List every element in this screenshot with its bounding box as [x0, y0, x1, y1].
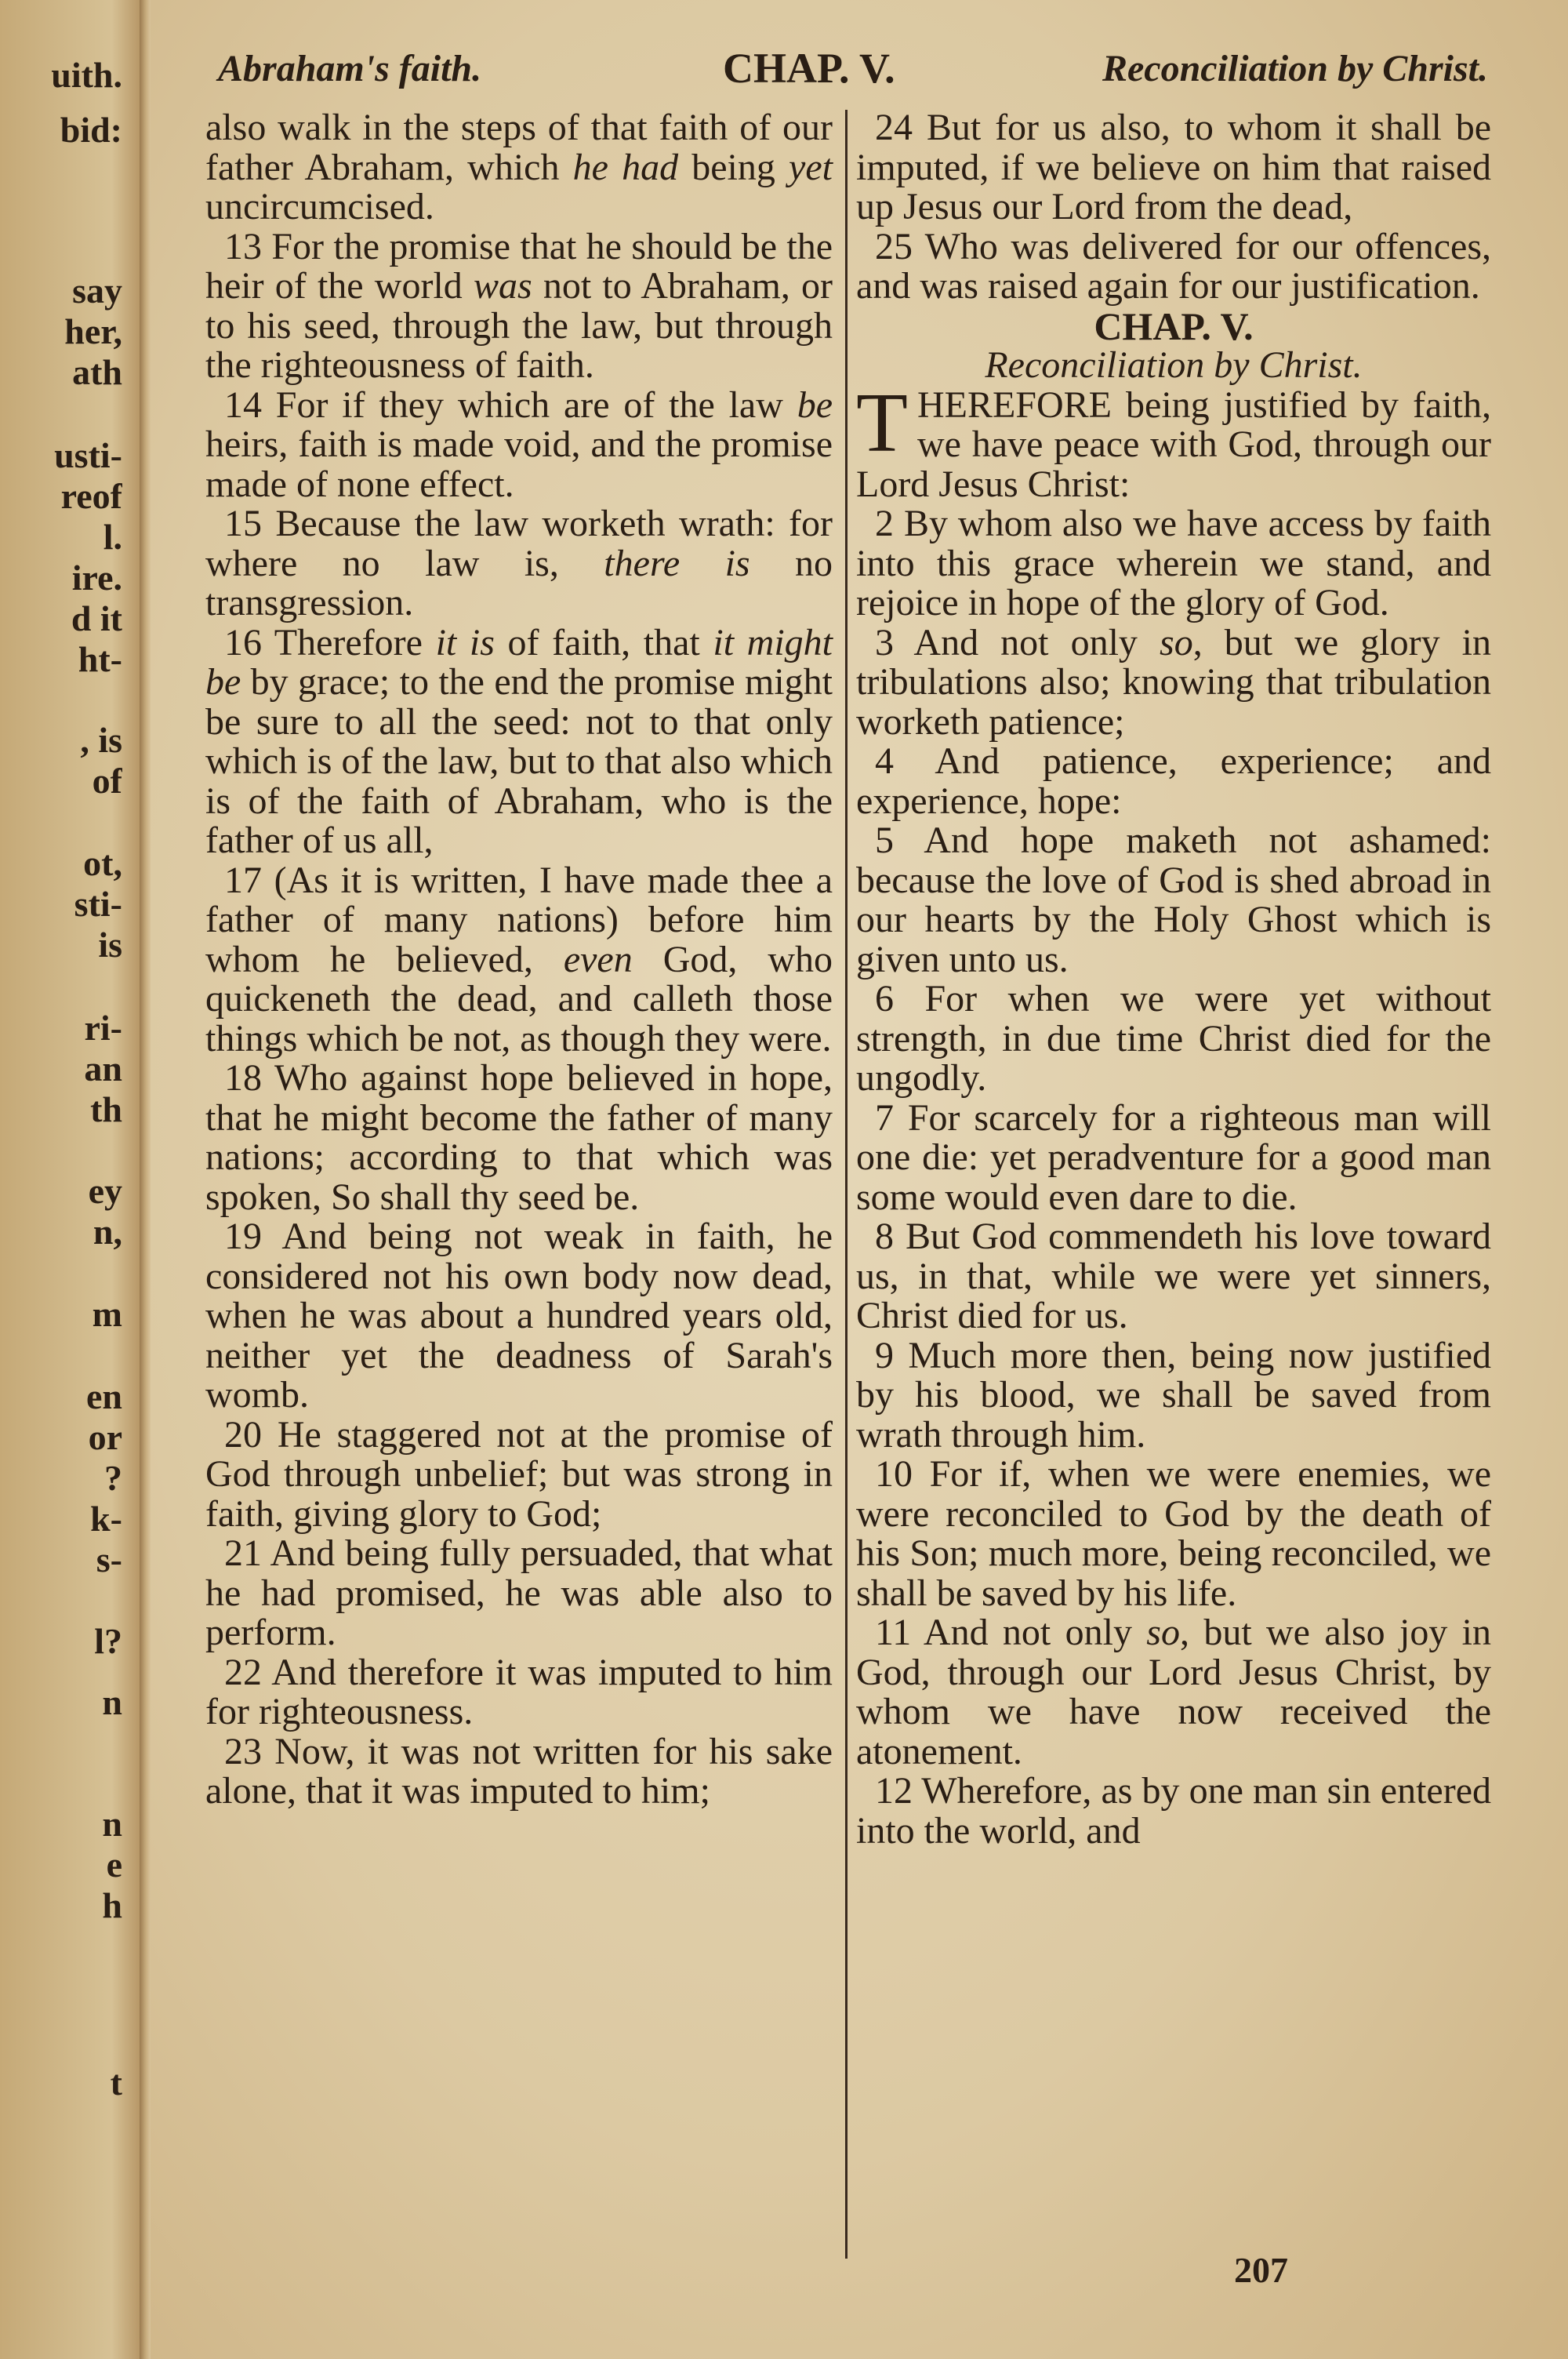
margin-fragment: of: [92, 761, 122, 801]
header-chapter: CHAP. V.: [723, 45, 895, 92]
margin-fragment: k-: [90, 1499, 122, 1539]
verse-1: THEREFORE being justified by faith, we have peace with God, through our Lord Jesus Christ:: [856, 376, 1491, 505]
verse-25: 25 Who was delivered for our offences, and was raised again for our justification.: [856, 225, 1491, 307]
margin-fragment: ire.: [71, 558, 122, 598]
chapter-heading: CHAP. V.: [1094, 304, 1254, 348]
verse-18: 18 Who against hope believed in hope, that he might become the father of many nations; according to that which was spoken, So shall thy seed be.: [205, 1057, 833, 1218]
verse-21: 21 And being fully persuaded, that what he had promised, he was able also to perform.: [205, 1532, 833, 1653]
margin-fragment: her,: [64, 311, 122, 351]
verse-16: 16 Therefore it is of faith, that it might be by grace; to the end the promise might be sure to all the seed: not to that only which is of the law, but to that also which is of the faith of Abraham, who is the father of us all,: [205, 621, 833, 861]
verse-7: 7 For scarcely for a righteous man will one die: yet peradventure for a good man some would even dare to die.: [856, 1096, 1491, 1218]
verse-15: 15 Because the law worketh wrath: for where no law is, there is no transgression.: [205, 503, 833, 623]
margin-fragment: n,: [93, 1212, 122, 1252]
chapter-subtitle: Reconciliation by Christ.: [985, 344, 1363, 386]
header-right: Reconciliation by Christ.: [1102, 48, 1488, 89]
drop-cap: T: [856, 376, 908, 470]
margin-fragment: e: [106, 1845, 122, 1885]
margin-fragment: d it: [71, 598, 122, 638]
verse-9: 9 Much more then, being now justified by his blood, we shall be saved from wrath through him.: [856, 1334, 1491, 1456]
running-header: [218, 47, 1488, 102]
verse-13: 13 For the promise that he should be the heir of the world was not to Abraham, or to his seed, through the law, but through the righteousness of faith.: [205, 225, 833, 386]
margin-fragment: en: [86, 1376, 122, 1416]
margin-fragment: is: [98, 925, 122, 965]
margin-fragment: ?: [104, 1458, 122, 1498]
margin-fragment: l.: [103, 517, 122, 557]
margin-fragment: uith.: [51, 55, 122, 95]
margin-fragment: ot,: [83, 843, 122, 883]
verse-14: 14 For if they which are of the law be heirs, faith is made void, and the promise made of none effect.: [205, 383, 833, 505]
margin-fragment: , is: [80, 720, 122, 760]
verse-3: 3 And not only so, but we glory in tribulations also; knowing that tribulation worketh patience;: [856, 621, 1491, 743]
margin-fragment: l?: [94, 1621, 122, 1661]
margin-fragment: ht-: [78, 639, 122, 679]
verse-24: 24 But for us also, to whom it shall be imputed, if we believe on him that raised up Jesus our Lord from the dead,: [856, 107, 1491, 227]
verse-17: 17 (As it is written, I have made thee a father of many nations) before him whom he believed, even God, who quickeneth the dead, and calleth those things which be not, as though they were.: [205, 859, 833, 1060]
verse-5: 5 And hope maketh not ashamed: because the love of God is shed abroad in our hearts by the Holy Ghost which is given unto us.: [856, 820, 1491, 980]
column-rule: [845, 110, 848, 2259]
page-number: 207: [1234, 2250, 1288, 2290]
verse-6: 6 For when we were yet without strength, in due time Christ died for the ungodly.: [856, 978, 1491, 1099]
margin-fragment: bid:: [60, 110, 122, 150]
margin-fragment: or: [88, 1417, 122, 1457]
margin-fragment: usti-: [54, 435, 122, 475]
margin-fragment: sti-: [74, 884, 122, 924]
page-gutter: [140, 0, 151, 2359]
verse-8: 8 But God commendeth his love toward us, in that, while we were yet sinners, Christ died for us.: [856, 1216, 1491, 1336]
margin-fragment: m: [92, 1294, 122, 1334]
verse-19: 19 And being not weak in faith, he considered not his own body now dead, when he was about a hundred years old, neither yet the deadness of Sarah's womb.: [205, 1216, 833, 1416]
margin-fragment: h: [102, 1885, 122, 1925]
margin-fragment: say: [72, 271, 122, 311]
margin-fragment: th: [90, 1089, 122, 1129]
margin-fragment: ath: [72, 352, 122, 392]
verse-11: 11 And not only so, but we also joy in God, through our Lord Jesus Christ, by whom we have now received the atonement.: [856, 1612, 1492, 1772]
margin-fragment: ey: [88, 1171, 122, 1211]
header-left: Abraham's faith.: [218, 48, 482, 89]
margin-fragment: s-: [96, 1539, 122, 1579]
margin-fragment: n: [102, 1682, 122, 1722]
verse-continuation: also walk in the steps of that faith of our father Abraham, which he had being yet uncircumcised.: [205, 107, 833, 227]
margin-fragment: ri-: [84, 1008, 122, 1048]
margin-fragment: reof: [60, 476, 122, 516]
verse-20: 20 He staggered not at the promise of God through unbelief; but was strong in faith, giving glory to God;: [205, 1413, 833, 1535]
margin-fragment: n: [102, 1804, 122, 1844]
verse-2: 2 By whom also we have access by faith into this grace wherein we stand, and rejoice in hope of the glory of God.: [856, 503, 1491, 623]
verse-12: 12 Wherefore, as by one man sin entered into the world, and: [856, 1770, 1491, 1852]
verse-4: 4 And patience, experience; and experience, hope:: [856, 740, 1491, 822]
margin-fragment: an: [84, 1049, 122, 1089]
verse-10: 10 For if, when we were enemies, we were reconciled to God by the death of his Son; much more, being reconciled, we shall be saved by his life.: [856, 1453, 1491, 1614]
left-column: [205, 108, 833, 1812]
right-column: [856, 108, 1491, 1851]
verse-22: 22 And therefore it was imputed to him for righteousness.: [205, 1651, 833, 1732]
margin-fragment: t: [110, 2063, 122, 2103]
verse-23: 23 Now, it was not written for his sake alone, that it was imputed to him;: [205, 1730, 833, 1812]
